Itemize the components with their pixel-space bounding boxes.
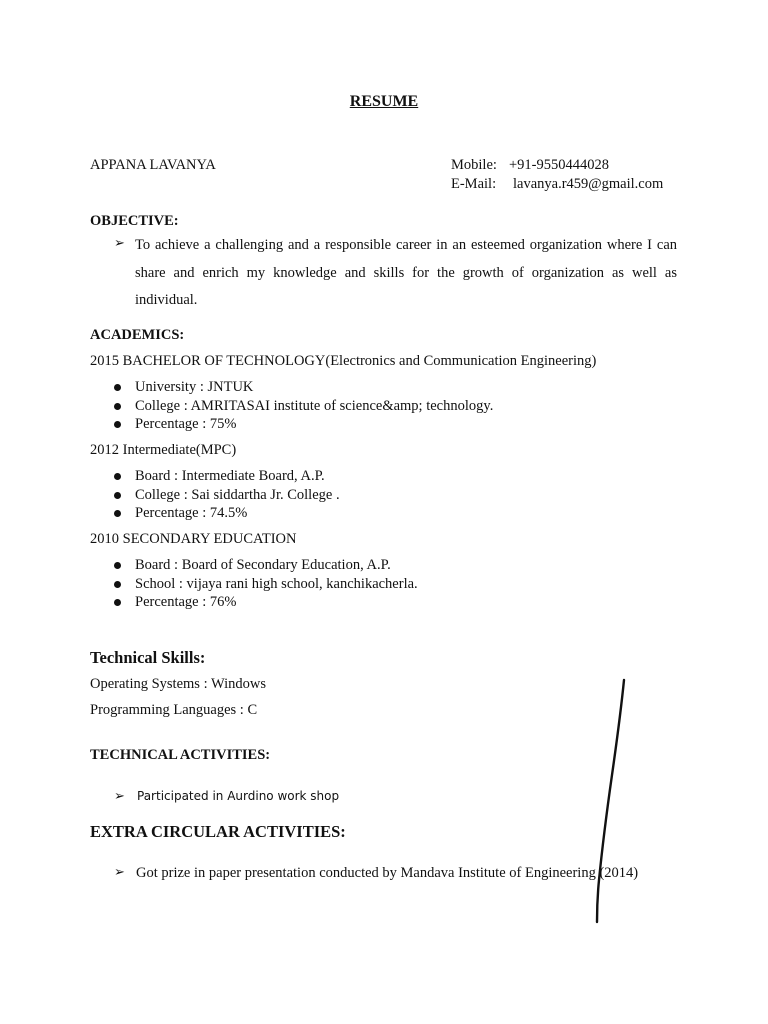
academic-item: College : AMRITASAI institute of science&amp; technology. <box>135 398 494 414</box>
academic-item: Percentage : 75% <box>135 416 237 432</box>
resume-title-text: RESUME <box>349 93 419 110</box>
activity-item: Participated in Aurdino work shop <box>137 789 340 803</box>
technical-skills-heading: Technical Skills: <box>90 648 206 667</box>
academic-item: Percentage : 76% <box>135 594 237 610</box>
academics-heading: ACADEMICS: <box>90 327 185 343</box>
email-value: lavanya.r459@gmail.com <box>513 176 664 192</box>
arrow-bullet-icon: ➢ <box>114 789 125 804</box>
email-label: E-Mail: <box>451 176 497 192</box>
academic-item: School : vijaya rani high school, kanchikacherla. <box>135 576 418 592</box>
academic-item: Board : Intermediate Board, A.P. <box>135 468 325 484</box>
candidate-name: APPANA LAVANYA <box>90 157 216 173</box>
extra-activities-heading: EXTRA CIRCULAR ACTIVITIES: <box>90 822 346 841</box>
academic-item: University : JNTUK <box>135 379 254 395</box>
skill-line: Programming Languages : C <box>90 702 258 718</box>
extra-activity-item: Got prize in paper presentation conducted by Mandava Institute of Engineering (2014) <box>136 865 639 881</box>
academic-item: Percentage : 74.5% <box>135 505 248 521</box>
academic-entry-title: 2015 BACHELOR OF TECHNOLOGY(Electronics and Communication Engineering) <box>90 353 597 369</box>
academic-item: Board : Board of Secondary Education, A.P. <box>135 557 391 573</box>
academic-entry-title: 2012 Intermediate(MPC) <box>90 442 237 458</box>
technical-activities-heading: TECHNICAL ACTIVITIES: <box>90 747 271 763</box>
academic-item: College : Sai siddartha Jr. College . <box>135 487 340 503</box>
mobile-value: +91-9550444028 <box>509 157 610 173</box>
objective-heading: OBJECTIVE: <box>90 213 179 229</box>
arrow-bullet-icon: ➢ <box>114 865 125 880</box>
mobile-label: Mobile: <box>451 157 497 173</box>
objective-text: To achieve a challenging and a responsible career in an esteemed organization where I can share and enrich my knowledge and skills for the growth of organization as well as individual. <box>135 237 677 308</box>
arrow-bullet-icon: ➢ <box>114 236 125 251</box>
academic-entry-title: 2010 SECONDARY EDUCATION <box>90 531 297 547</box>
skill-line: Operating Systems : Windows <box>90 676 266 692</box>
